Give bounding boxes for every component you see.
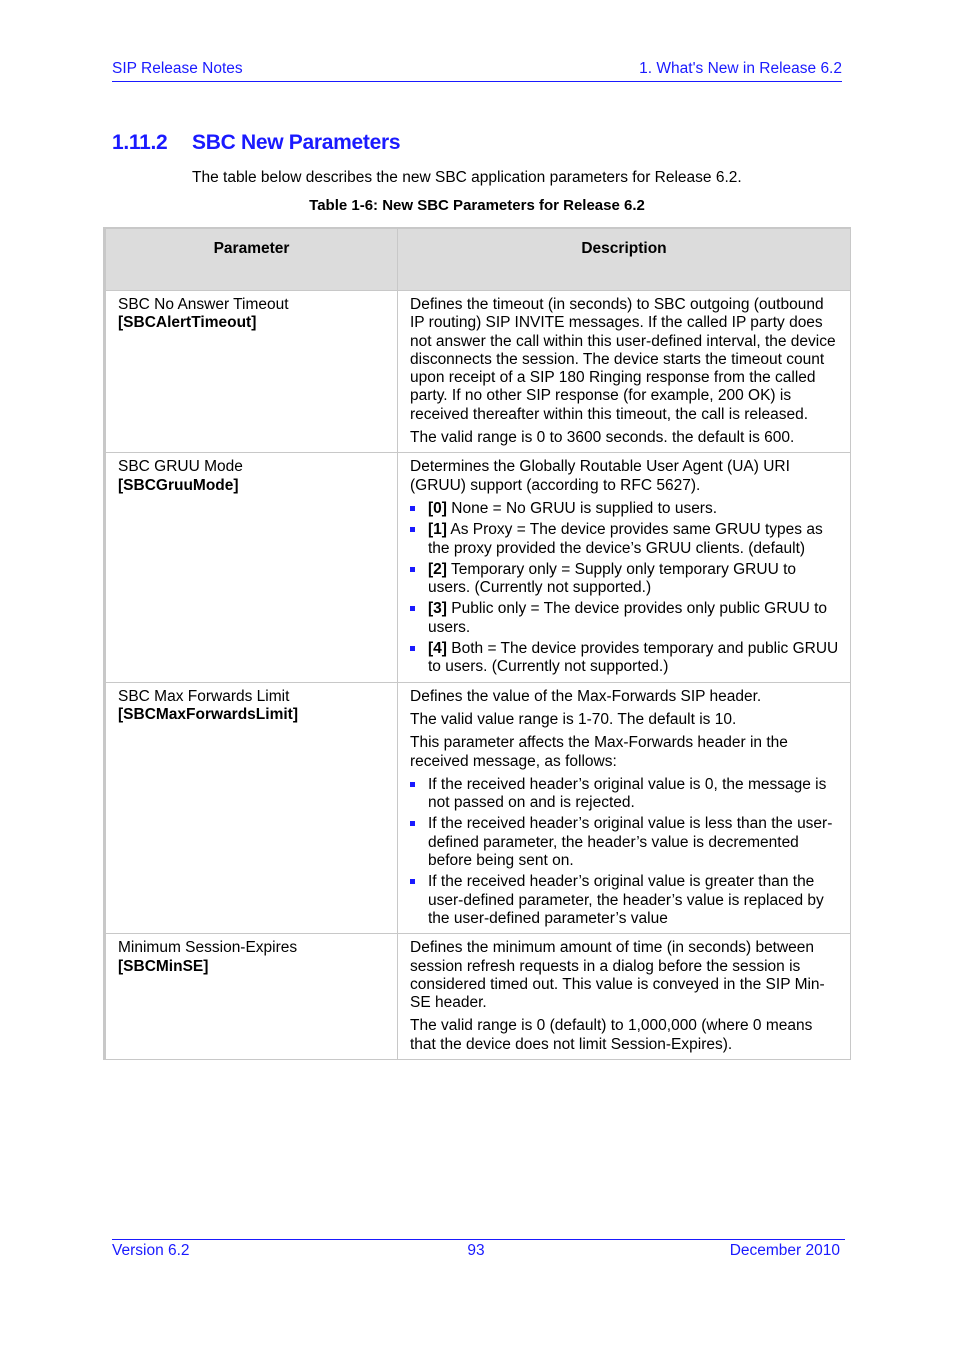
- description-cell: [398, 682, 851, 934]
- table-header-row: [105, 228, 851, 291]
- header-chapter-title: 1. What's New in Release 6.2: [639, 60, 842, 77]
- option-text: None = No GRUU is supplied to users.: [446, 499, 718, 517]
- description-paragraph: Defines the value of the Max-Forwards SIP header.: [410, 687, 762, 705]
- parameter-name: SBC No Answer Timeout: [118, 296, 289, 313]
- parameter-key: [SBCGruuMode]: [118, 476, 239, 494]
- description-cell: [398, 934, 851, 1060]
- parameter-key: [SBCMaxForwardsLimit]: [118, 705, 298, 723]
- table-row: [105, 682, 851, 934]
- page-footer: [112, 1239, 845, 1264]
- bullet-icon: [410, 879, 415, 884]
- list-item-text: If the received header’s original value is greater than the user-defined parameter, the header’s value is replaced by the user-defined parameter’s value: [428, 873, 824, 927]
- header-doc-title: SIP Release Notes: [112, 60, 243, 77]
- behavior-list: [410, 776, 842, 928]
- list-item: [410, 873, 842, 928]
- description-paragraph: This parameter affects the Max-Forwards header in the received message, as follows:: [410, 734, 788, 770]
- section-number: 1.11.2: [112, 131, 168, 154]
- description-cell: [398, 453, 851, 682]
- parameter-name: SBC GRUU Mode: [118, 458, 243, 476]
- column-header-description: Description: [398, 228, 851, 291]
- option-list: [410, 500, 842, 677]
- parameter-key: [SBCAlertTimeout]: [118, 314, 257, 332]
- parameter-cell: [105, 682, 398, 934]
- bullet-icon: [410, 782, 415, 787]
- bullet-icon: [410, 567, 415, 572]
- option-text: Public only = The device provides only public GRUU to users.: [428, 600, 828, 636]
- option-code: [4]: [428, 640, 447, 658]
- parameter-key: [SBCMinSE]: [118, 957, 209, 975]
- description-paragraph: The valid value range is 1-70. The default is 10.: [410, 710, 737, 728]
- list-item: [410, 600, 842, 637]
- bullet-icon: [410, 527, 415, 532]
- page-number: 93: [467, 1242, 485, 1259]
- table-row: [105, 934, 851, 1060]
- bullet-icon: [410, 606, 415, 611]
- list-item-text: If the received header’s original value is less than the user-defined parameter, the header’s value is decremented before being sent on.: [428, 815, 833, 870]
- parameters-table: [103, 227, 851, 1060]
- bullet-icon: [410, 646, 415, 651]
- parameter-cell: [105, 934, 398, 1060]
- bullet-icon: [410, 506, 415, 511]
- list-item-text: If the received header’s original value is 0, the message is not passed on and is rejected.: [428, 775, 827, 812]
- list-item: [410, 815, 842, 870]
- parameter-name: SBC Max Forwards Limit: [118, 687, 290, 705]
- parameter-name: Minimum Session-Expires: [118, 939, 298, 957]
- table-row: [105, 291, 851, 453]
- option-text: Both = The device provides temporary and public GRUU to users. (Currently not supported.): [428, 640, 839, 676]
- bullet-icon: [410, 821, 415, 826]
- intro-paragraph: The table below describes the new SBC application parameters for Release 6.2.: [192, 169, 742, 186]
- parameter-cell: [105, 453, 398, 682]
- option-code: [0]: [428, 499, 447, 517]
- option-code: [1]: [428, 521, 447, 539]
- description-cell: [398, 291, 851, 453]
- option-text: As Proxy = The device provides same GRUU types as the proxy provided the device’s GRUU clients. (default): [428, 521, 823, 557]
- column-header-parameter: Parameter: [105, 228, 398, 291]
- description-paragraph: The valid range is 0 to 3600 seconds. the default is 600.: [410, 429, 795, 447]
- list-item: [410, 640, 842, 677]
- footer-version: Version 6.2: [112, 1242, 190, 1259]
- list-item: [410, 521, 842, 558]
- section-title: SBC New Parameters: [192, 131, 401, 154]
- description-paragraph: Determines the Globally Routable User Agent (UA) URI (GRUU) support (according to RFC 5627).: [410, 458, 790, 494]
- description-paragraph: Defines the timeout (in seconds) to SBC outgoing (outbound IP routing) SIP INVITE messages. If the called IP party does not answer the call within this user-defined interval, the device disconnects the session. The device starts the timeout count upon receipt of a SIP 180 Ringing response from the called party. If no other SIP response (for example, 200 OK) is received thereafter within this timeout, the call is released.: [410, 296, 836, 423]
- description-paragraph: Defines the minimum amount of time (in seconds) between session refresh requests in a dialog before the session is considered timed out. This value is conveyed in the SIP Min-SE header.: [410, 939, 825, 1012]
- page-header: [112, 60, 842, 82]
- section-heading: [112, 131, 400, 155]
- parameter-cell: [105, 291, 398, 453]
- list-item: [410, 500, 842, 518]
- option-code: [2]: [428, 560, 447, 578]
- option-text: Temporary only = Supply only temporary GRUU to users. (Currently not supported.): [428, 560, 796, 597]
- list-item: [410, 561, 842, 598]
- list-item: [410, 776, 842, 813]
- description-paragraph: The valid range is 0 (default) to 1,000,000 (where 0 means that the device does not limit Session-Expires).: [410, 1017, 813, 1053]
- table-caption: Table 1-6: New SBC Parameters for Release 6.2: [309, 197, 645, 214]
- footer-date: December 2010: [729, 1242, 840, 1259]
- table-row: [105, 453, 851, 682]
- option-code: [3]: [428, 600, 447, 618]
